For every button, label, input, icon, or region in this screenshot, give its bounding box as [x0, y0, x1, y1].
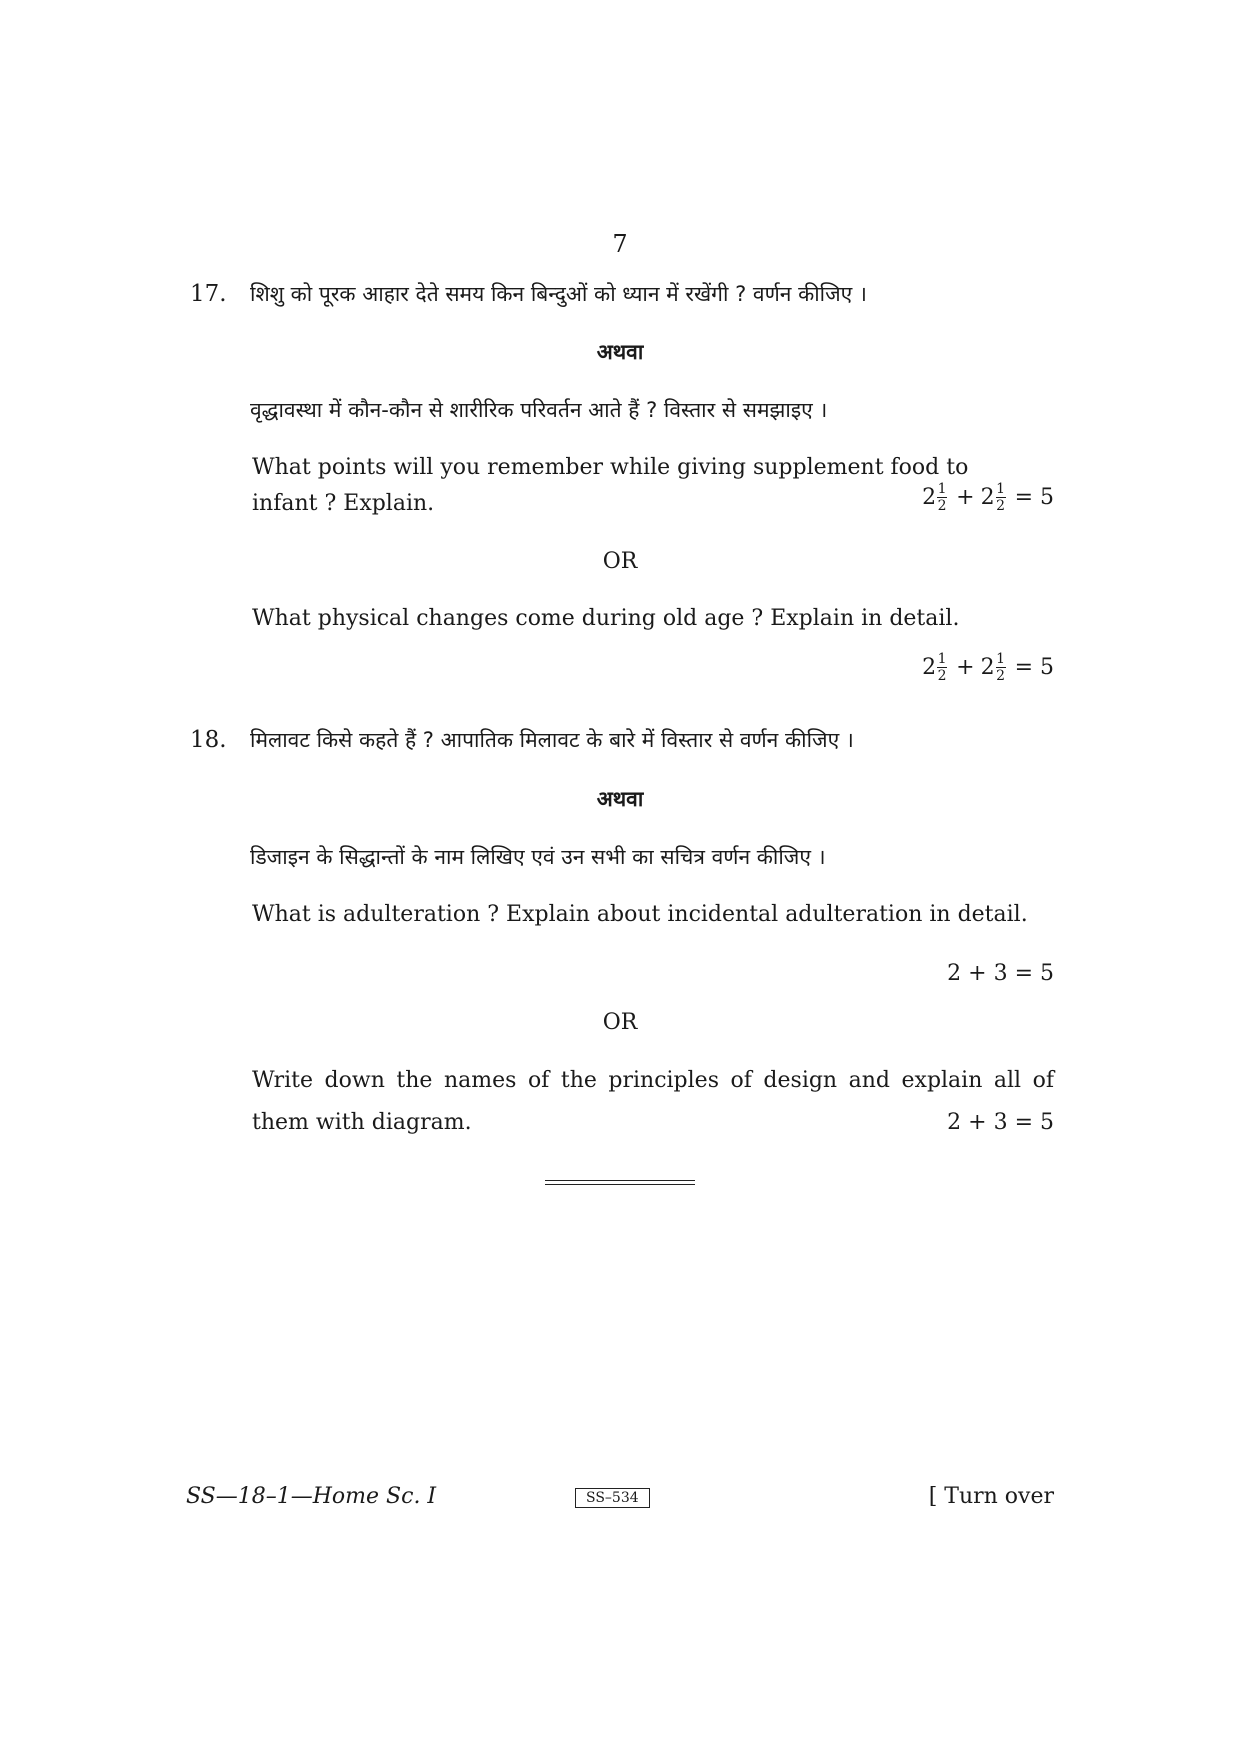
question-18-english-alt-line1: Write down the names of the principles of design and explain all of [252, 1068, 1054, 1093]
marks-fraction [996, 652, 1006, 683]
fraction-numerator: 1 [937, 481, 947, 497]
fraction-denominator: 2 [996, 498, 1006, 514]
question-18-hindi-alt: डिजाइन के सिद्धान्तों के नाम लिखिए एवं उन सभी का सचित्र वर्णन कीजिए । [250, 845, 826, 869]
question-18-marks-b: 2 + 3 = 5 [947, 1110, 1054, 1135]
question-17-hindi-or: अथवा [596, 340, 644, 364]
page-number: 7 [612, 230, 628, 258]
fraction-numerator: 1 [996, 481, 1006, 497]
fraction-denominator: 2 [937, 668, 947, 684]
question-18-hindi-or: अथवा [596, 787, 644, 811]
marks-fraction [937, 482, 947, 513]
fraction-numerator: 1 [937, 651, 947, 667]
fraction-numerator: 1 [996, 651, 1006, 667]
marks-total: = 5 [1014, 485, 1054, 510]
question-18-english: What is adulteration ? Explain about incidental adulteration in detail. [252, 902, 1028, 927]
fraction-denominator: 2 [937, 498, 947, 514]
question-17-english-line2: infant ? Explain. [252, 491, 435, 516]
question-18-hindi: मिलावट किसे कहते हैं ? आपातिक मिलावट के बारे में विस्तार से वर्णन कीजिए । [250, 728, 854, 752]
question-17-english-alt: What physical changes come during old age ? Explain in detail. [252, 606, 960, 631]
footer-paper-code: SS—18–1—Home Sc. I [186, 1484, 437, 1509]
question-17-hindi-alt: वृद्धावस्था में कौन-कौन से शारीरिक परिवर्तन आते हैं ? विस्तार से समझाइए । [250, 398, 828, 422]
question-17-english-line1: What points will you remember while giving supplement food to [252, 455, 969, 480]
end-double-rule [545, 1180, 695, 1185]
question-17-hindi: शिशु को पूरक आहार देते समय किन बिन्दुओं को ध्यान में रखेंगी ? वर्णन कीजिए । [250, 282, 867, 306]
question-17-marks-a [922, 482, 1054, 513]
marks-fraction [937, 652, 947, 683]
footer-turn-over: [ Turn over [928, 1484, 1054, 1509]
fraction-denominator: 2 [996, 668, 1006, 684]
question-17-number: 17. [190, 281, 227, 307]
marks-whole: 2 [980, 485, 995, 510]
question-18-marks-a: 2 + 3 = 5 [947, 961, 1054, 986]
marks-plus: + [956, 485, 975, 510]
question-17-marks-b [922, 652, 1054, 683]
marks-fraction [996, 482, 1006, 513]
question-18-english-or: OR [602, 1010, 638, 1035]
marks-total: = 5 [1014, 655, 1054, 680]
marks-whole: 2 [922, 655, 937, 680]
marks-whole: 2 [922, 485, 937, 510]
question-17-english-or: OR [602, 549, 638, 574]
marks-plus: + [956, 655, 975, 680]
question-18-number: 18. [190, 727, 227, 753]
question-18-english-alt-line2: them with diagram. [252, 1110, 472, 1135]
footer-box-code: SS–534 [575, 1488, 650, 1508]
marks-whole: 2 [980, 655, 995, 680]
